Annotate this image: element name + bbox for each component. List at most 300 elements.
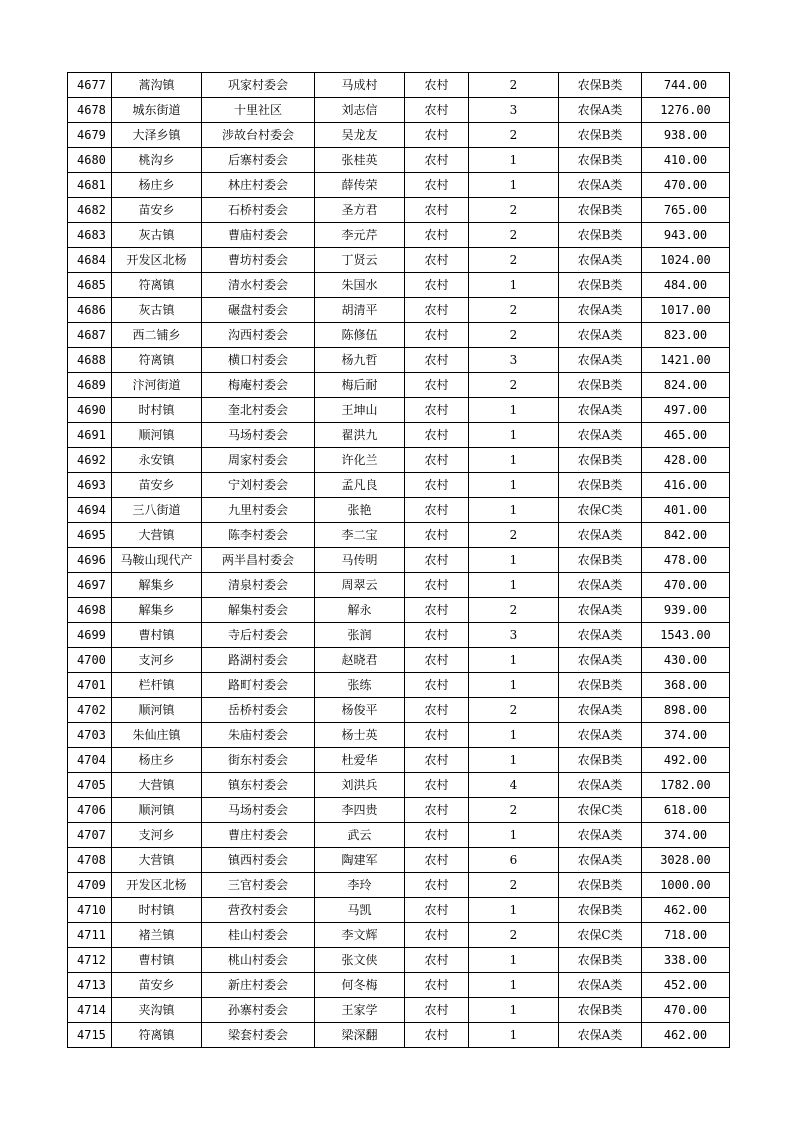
name-cell: 杜爱华 — [315, 748, 405, 773]
count-cell: 1 — [469, 748, 559, 773]
row-id-cell: 4698 — [68, 598, 112, 623]
row-id-cell: 4682 — [68, 198, 112, 223]
count-cell: 1 — [469, 398, 559, 423]
town-cell: 开发区北杨 — [112, 873, 202, 898]
town-cell: 大泽乡镇 — [112, 123, 202, 148]
type-cell: 农村 — [405, 173, 469, 198]
table-row — [68, 848, 730, 873]
town-cell: 马鞍山现代产 — [112, 548, 202, 573]
town-cell: 桃沟乡 — [112, 148, 202, 173]
category-cell: 农保A类 — [559, 248, 642, 273]
table-row — [68, 748, 730, 773]
row-id-cell: 4691 — [68, 423, 112, 448]
row-id-cell: 4680 — [68, 148, 112, 173]
town-cell: 顺河镇 — [112, 423, 202, 448]
town-cell: 大营镇 — [112, 523, 202, 548]
table-row — [68, 623, 730, 648]
village-cell: 曹坊村委会 — [202, 248, 315, 273]
table-row — [68, 798, 730, 823]
category-cell: 农保B类 — [559, 873, 642, 898]
town-cell: 灰古镇 — [112, 298, 202, 323]
category-cell: 农保A类 — [559, 848, 642, 873]
category-cell: 农保A类 — [559, 773, 642, 798]
count-cell: 2 — [469, 223, 559, 248]
village-cell: 后寨村委会 — [202, 148, 315, 173]
name-cell: 圣方君 — [315, 198, 405, 223]
amount-cell: 1543.00 — [642, 623, 730, 648]
table-row — [68, 598, 730, 623]
amount-cell: 1782.00 — [642, 773, 730, 798]
village-cell: 街东村委会 — [202, 748, 315, 773]
row-id-cell: 4685 — [68, 273, 112, 298]
type-cell: 农村 — [405, 273, 469, 298]
type-cell: 农村 — [405, 848, 469, 873]
amount-cell: 465.00 — [642, 423, 730, 448]
name-cell: 李元芹 — [315, 223, 405, 248]
table-row — [68, 548, 730, 573]
type-cell: 农村 — [405, 1023, 469, 1048]
town-cell: 曹村镇 — [112, 948, 202, 973]
count-cell: 3 — [469, 348, 559, 373]
count-cell: 1 — [469, 573, 559, 598]
name-cell: 刘志信 — [315, 98, 405, 123]
row-id-cell: 4715 — [68, 1023, 112, 1048]
type-cell: 农村 — [405, 723, 469, 748]
type-cell: 农村 — [405, 473, 469, 498]
amount-cell: 1421.00 — [642, 348, 730, 373]
town-cell: 三八街道 — [112, 498, 202, 523]
table-row — [68, 823, 730, 848]
category-cell: 农保A类 — [559, 348, 642, 373]
town-cell: 苗安乡 — [112, 973, 202, 998]
row-id-cell: 4695 — [68, 523, 112, 548]
amount-cell: 1017.00 — [642, 298, 730, 323]
category-cell: 农保B类 — [559, 273, 642, 298]
count-cell: 1 — [469, 948, 559, 973]
name-cell: 陶建军 — [315, 848, 405, 873]
village-cell: 横口村委会 — [202, 348, 315, 373]
village-cell: 曹庙村委会 — [202, 223, 315, 248]
amount-cell: 1024.00 — [642, 248, 730, 273]
village-cell: 桃山村委会 — [202, 948, 315, 973]
count-cell: 2 — [469, 798, 559, 823]
amount-cell: 452.00 — [642, 973, 730, 998]
village-cell: 周家村委会 — [202, 448, 315, 473]
name-cell: 赵晓君 — [315, 648, 405, 673]
amount-cell: 368.00 — [642, 673, 730, 698]
table-row — [68, 448, 730, 473]
type-cell: 农村 — [405, 73, 469, 98]
table-row — [68, 573, 730, 598]
category-cell: 农保A类 — [559, 1023, 642, 1048]
category-cell: 农保A类 — [559, 598, 642, 623]
type-cell: 农村 — [405, 148, 469, 173]
table-row — [68, 523, 730, 548]
count-cell: 6 — [469, 848, 559, 873]
count-cell: 2 — [469, 598, 559, 623]
category-cell: 农保A类 — [559, 723, 642, 748]
town-cell: 苗安乡 — [112, 198, 202, 223]
category-cell: 农保A类 — [559, 423, 642, 448]
name-cell: 张练 — [315, 673, 405, 698]
count-cell: 2 — [469, 323, 559, 348]
type-cell: 农村 — [405, 998, 469, 1023]
count-cell: 2 — [469, 123, 559, 148]
town-cell: 符离镇 — [112, 1023, 202, 1048]
type-cell: 农村 — [405, 648, 469, 673]
village-cell: 十里社区 — [202, 98, 315, 123]
amount-cell: 765.00 — [642, 198, 730, 223]
count-cell: 1 — [469, 998, 559, 1023]
count-cell: 2 — [469, 373, 559, 398]
count-cell: 1 — [469, 273, 559, 298]
row-id-cell: 4703 — [68, 723, 112, 748]
table-row — [68, 73, 730, 98]
category-cell: 农保A类 — [559, 398, 642, 423]
town-cell: 时村镇 — [112, 898, 202, 923]
town-cell: 杨庄乡 — [112, 748, 202, 773]
village-cell: 宁刘村委会 — [202, 473, 315, 498]
town-cell: 曹村镇 — [112, 623, 202, 648]
row-id-cell: 4706 — [68, 798, 112, 823]
table-row — [68, 173, 730, 198]
village-cell: 梁套村委会 — [202, 1023, 315, 1048]
count-cell: 1 — [469, 898, 559, 923]
amount-cell: 410.00 — [642, 148, 730, 173]
row-id-cell: 4694 — [68, 498, 112, 523]
category-cell: 农保A类 — [559, 648, 642, 673]
table-row — [68, 998, 730, 1023]
category-cell: 农保B类 — [559, 948, 642, 973]
town-cell: 灰古镇 — [112, 223, 202, 248]
amount-cell: 430.00 — [642, 648, 730, 673]
table-row — [68, 398, 730, 423]
row-id-cell: 4697 — [68, 573, 112, 598]
type-cell: 农村 — [405, 123, 469, 148]
category-cell: 农保B类 — [559, 73, 642, 98]
table-row — [68, 148, 730, 173]
amount-cell: 462.00 — [642, 1023, 730, 1048]
town-cell: 褚兰镇 — [112, 923, 202, 948]
town-cell: 苗安乡 — [112, 473, 202, 498]
table-row — [68, 123, 730, 148]
amount-cell: 842.00 — [642, 523, 730, 548]
category-cell: 农保B类 — [559, 448, 642, 473]
row-id-cell: 4688 — [68, 348, 112, 373]
row-id-cell: 4692 — [68, 448, 112, 473]
row-id-cell: 4684 — [68, 248, 112, 273]
type-cell: 农村 — [405, 373, 469, 398]
name-cell: 丁贤云 — [315, 248, 405, 273]
count-cell: 4 — [469, 773, 559, 798]
village-cell: 巩家村委会 — [202, 73, 315, 98]
amount-cell: 1000.00 — [642, 873, 730, 898]
town-cell: 符离镇 — [112, 348, 202, 373]
type-cell: 农村 — [405, 973, 469, 998]
type-cell: 农村 — [405, 898, 469, 923]
type-cell: 农村 — [405, 348, 469, 373]
village-cell: 清水村委会 — [202, 273, 315, 298]
table-row — [68, 673, 730, 698]
row-id-cell: 4696 — [68, 548, 112, 573]
records-table — [67, 72, 730, 1048]
type-cell: 农村 — [405, 948, 469, 973]
count-cell: 1 — [469, 823, 559, 848]
name-cell: 翟洪九 — [315, 423, 405, 448]
row-id-cell: 4677 — [68, 73, 112, 98]
table-row — [68, 923, 730, 948]
town-cell: 大营镇 — [112, 848, 202, 873]
category-cell: 农保B类 — [559, 123, 642, 148]
village-cell: 路湖村委会 — [202, 648, 315, 673]
row-id-cell: 4714 — [68, 998, 112, 1023]
amount-cell: 416.00 — [642, 473, 730, 498]
table-row — [68, 898, 730, 923]
table-row — [68, 273, 730, 298]
village-cell: 马场村委会 — [202, 798, 315, 823]
amount-cell: 478.00 — [642, 548, 730, 573]
town-cell: 城东街道 — [112, 98, 202, 123]
village-cell: 两半昌村委会 — [202, 548, 315, 573]
count-cell: 2 — [469, 298, 559, 323]
amount-cell: 823.00 — [642, 323, 730, 348]
town-cell: 永安镇 — [112, 448, 202, 473]
village-cell: 路町村委会 — [202, 673, 315, 698]
row-id-cell: 4705 — [68, 773, 112, 798]
row-id-cell: 4679 — [68, 123, 112, 148]
village-cell: 沟西村委会 — [202, 323, 315, 348]
village-cell: 朱庙村委会 — [202, 723, 315, 748]
count-cell: 1 — [469, 973, 559, 998]
village-cell: 曹庄村委会 — [202, 823, 315, 848]
name-cell: 杨士英 — [315, 723, 405, 748]
type-cell: 农村 — [405, 223, 469, 248]
village-cell: 三官村委会 — [202, 873, 315, 898]
category-cell: 农保A类 — [559, 298, 642, 323]
count-cell: 3 — [469, 98, 559, 123]
row-id-cell: 4690 — [68, 398, 112, 423]
row-id-cell: 4683 — [68, 223, 112, 248]
table-row — [68, 348, 730, 373]
count-cell: 1 — [469, 548, 559, 573]
town-cell: 汴河街道 — [112, 373, 202, 398]
name-cell: 陈修伍 — [315, 323, 405, 348]
name-cell: 梁深翻 — [315, 1023, 405, 1048]
count-cell: 1 — [469, 473, 559, 498]
category-cell: 农保B类 — [559, 998, 642, 1023]
table-row — [68, 373, 730, 398]
amount-cell: 484.00 — [642, 273, 730, 298]
table-row — [68, 223, 730, 248]
name-cell: 王坤山 — [315, 398, 405, 423]
amount-cell: 401.00 — [642, 498, 730, 523]
town-cell: 支河乡 — [112, 823, 202, 848]
row-id-cell: 4713 — [68, 973, 112, 998]
table-row — [68, 948, 730, 973]
name-cell: 朱国水 — [315, 273, 405, 298]
type-cell: 农村 — [405, 823, 469, 848]
count-cell: 1 — [469, 648, 559, 673]
row-id-cell: 4699 — [68, 623, 112, 648]
row-id-cell: 4712 — [68, 948, 112, 973]
name-cell: 武云 — [315, 823, 405, 848]
count-cell: 2 — [469, 523, 559, 548]
category-cell: 农保B类 — [559, 223, 642, 248]
count-cell: 1 — [469, 673, 559, 698]
amount-cell: 470.00 — [642, 998, 730, 1023]
row-id-cell: 4711 — [68, 923, 112, 948]
amount-cell: 3028.00 — [642, 848, 730, 873]
type-cell: 农村 — [405, 673, 469, 698]
category-cell: 农保B类 — [559, 673, 642, 698]
name-cell: 李四贵 — [315, 798, 405, 823]
village-cell: 桂山村委会 — [202, 923, 315, 948]
table-row — [68, 198, 730, 223]
category-cell: 农保B类 — [559, 473, 642, 498]
count-cell: 1 — [469, 1023, 559, 1048]
row-id-cell: 4700 — [68, 648, 112, 673]
row-id-cell: 4686 — [68, 298, 112, 323]
name-cell: 胡清平 — [315, 298, 405, 323]
town-cell: 西二铺乡 — [112, 323, 202, 348]
name-cell: 杨俊平 — [315, 698, 405, 723]
name-cell: 马传明 — [315, 548, 405, 573]
table-row — [68, 648, 730, 673]
town-cell: 大营镇 — [112, 773, 202, 798]
count-cell: 1 — [469, 498, 559, 523]
category-cell: 农保B类 — [559, 548, 642, 573]
row-id-cell: 4704 — [68, 748, 112, 773]
row-id-cell: 4709 — [68, 873, 112, 898]
type-cell: 农村 — [405, 548, 469, 573]
name-cell: 李玲 — [315, 873, 405, 898]
row-id-cell: 4689 — [68, 373, 112, 398]
table-row — [68, 723, 730, 748]
amount-cell: 470.00 — [642, 173, 730, 198]
village-cell: 陈李村委会 — [202, 523, 315, 548]
table-row — [68, 473, 730, 498]
name-cell: 薛传荣 — [315, 173, 405, 198]
type-cell: 农村 — [405, 698, 469, 723]
type-cell: 农村 — [405, 923, 469, 948]
name-cell: 张润 — [315, 623, 405, 648]
count-cell: 2 — [469, 198, 559, 223]
amount-cell: 898.00 — [642, 698, 730, 723]
town-cell: 符离镇 — [112, 273, 202, 298]
town-cell: 解集乡 — [112, 573, 202, 598]
village-cell: 镇西村委会 — [202, 848, 315, 873]
amount-cell: 374.00 — [642, 723, 730, 748]
name-cell: 吴龙友 — [315, 123, 405, 148]
village-cell: 梅庵村委会 — [202, 373, 315, 398]
amount-cell: 939.00 — [642, 598, 730, 623]
village-cell: 岳桥村委会 — [202, 698, 315, 723]
amount-cell: 1276.00 — [642, 98, 730, 123]
amount-cell: 744.00 — [642, 73, 730, 98]
count-cell: 3 — [469, 623, 559, 648]
village-cell: 营孜村委会 — [202, 898, 315, 923]
amount-cell: 492.00 — [642, 748, 730, 773]
amount-cell: 338.00 — [642, 948, 730, 973]
type-cell: 农村 — [405, 623, 469, 648]
village-cell: 清泉村委会 — [202, 573, 315, 598]
village-cell: 镇东村委会 — [202, 773, 315, 798]
table-row — [68, 773, 730, 798]
type-cell: 农村 — [405, 98, 469, 123]
table-row — [68, 423, 730, 448]
village-cell: 寺后村委会 — [202, 623, 315, 648]
row-id-cell: 4678 — [68, 98, 112, 123]
category-cell: 农保A类 — [559, 323, 642, 348]
table-row — [68, 248, 730, 273]
village-cell: 新庄村委会 — [202, 973, 315, 998]
category-cell: 农保B类 — [559, 748, 642, 773]
type-cell: 农村 — [405, 323, 469, 348]
count-cell: 2 — [469, 873, 559, 898]
row-id-cell: 4707 — [68, 823, 112, 848]
village-cell: 九里村委会 — [202, 498, 315, 523]
category-cell: 农保C类 — [559, 798, 642, 823]
category-cell: 农保B类 — [559, 898, 642, 923]
name-cell: 许化兰 — [315, 448, 405, 473]
name-cell: 何冬梅 — [315, 973, 405, 998]
type-cell: 农村 — [405, 498, 469, 523]
town-cell: 时村镇 — [112, 398, 202, 423]
type-cell: 农村 — [405, 448, 469, 473]
category-cell: 农保A类 — [559, 573, 642, 598]
table-row — [68, 1023, 730, 1048]
type-cell: 农村 — [405, 398, 469, 423]
town-cell: 杨庄乡 — [112, 173, 202, 198]
type-cell: 农村 — [405, 298, 469, 323]
town-cell: 顺河镇 — [112, 698, 202, 723]
count-cell: 1 — [469, 723, 559, 748]
category-cell: 农保A类 — [559, 973, 642, 998]
amount-cell: 462.00 — [642, 898, 730, 923]
amount-cell: 718.00 — [642, 923, 730, 948]
category-cell: 农保B类 — [559, 148, 642, 173]
row-id-cell: 4693 — [68, 473, 112, 498]
records-body — [68, 73, 730, 1048]
type-cell: 农村 — [405, 248, 469, 273]
amount-cell: 618.00 — [642, 798, 730, 823]
village-cell: 孙寨村委会 — [202, 998, 315, 1023]
row-id-cell: 4681 — [68, 173, 112, 198]
type-cell: 农村 — [405, 523, 469, 548]
table-row — [68, 873, 730, 898]
village-cell: 林庄村委会 — [202, 173, 315, 198]
count-cell: 1 — [469, 148, 559, 173]
name-cell: 张艳 — [315, 498, 405, 523]
table-row — [68, 498, 730, 523]
row-id-cell: 4708 — [68, 848, 112, 873]
name-cell: 王家学 — [315, 998, 405, 1023]
village-cell: 石桥村委会 — [202, 198, 315, 223]
table-row — [68, 698, 730, 723]
amount-cell: 428.00 — [642, 448, 730, 473]
table-row — [68, 98, 730, 123]
town-cell: 朱仙庄镇 — [112, 723, 202, 748]
amount-cell: 497.00 — [642, 398, 730, 423]
count-cell: 2 — [469, 698, 559, 723]
name-cell: 张文侠 — [315, 948, 405, 973]
town-cell: 解集乡 — [112, 598, 202, 623]
type-cell: 农村 — [405, 573, 469, 598]
name-cell: 杨九哲 — [315, 348, 405, 373]
type-cell: 农村 — [405, 198, 469, 223]
type-cell: 农村 — [405, 423, 469, 448]
town-cell: 蒿沟镇 — [112, 73, 202, 98]
